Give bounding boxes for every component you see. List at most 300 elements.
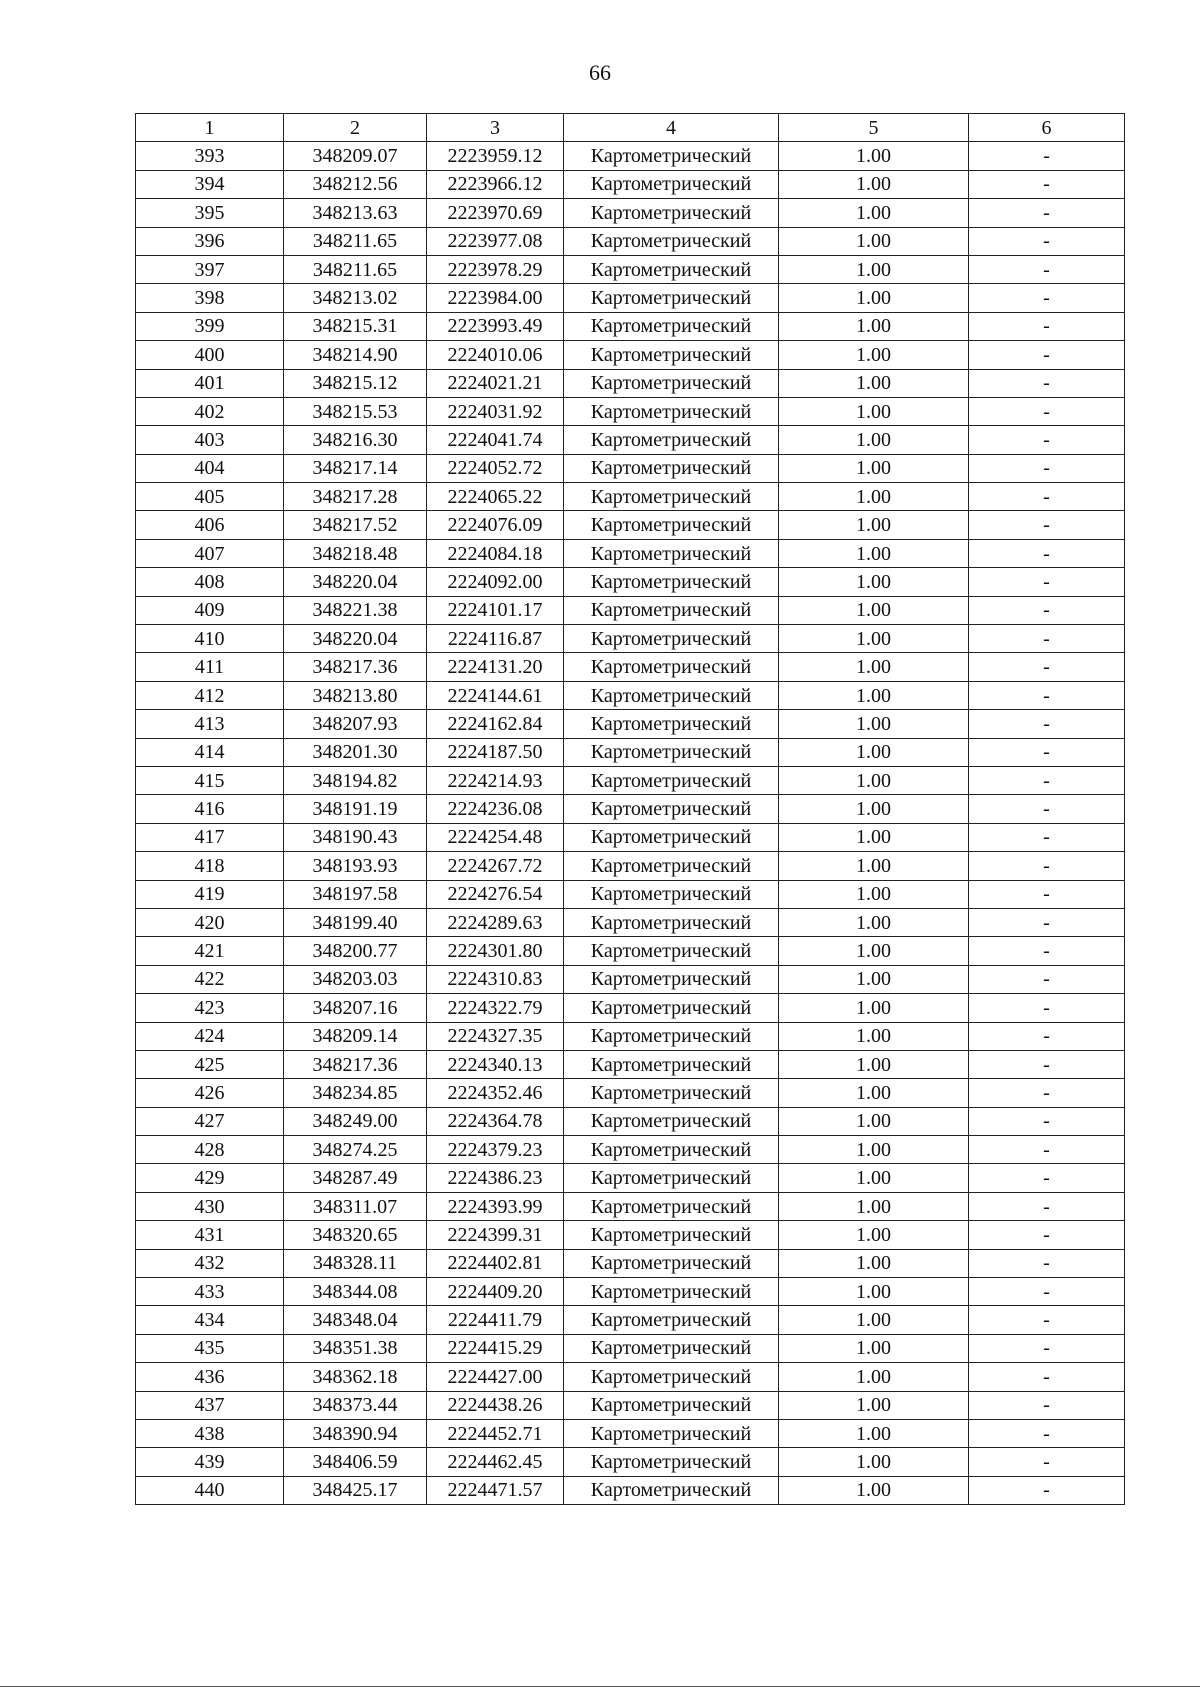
accuracy-cell: 1.00 [779, 1419, 969, 1447]
accuracy-cell: 1.00 [779, 1136, 969, 1164]
y-coordinate-cell: 2223993.49 [427, 312, 564, 340]
accuracy-cell: 1.00 [779, 369, 969, 397]
table-row [136, 199, 1125, 227]
y-coordinate-cell: 2223970.69 [427, 199, 564, 227]
x-coordinate-cell: 348207.93 [284, 710, 427, 738]
point-number-cell: 428 [136, 1136, 284, 1164]
note-cell: - [969, 1306, 1125, 1334]
table-row [136, 1050, 1125, 1078]
y-coordinate-cell: 2224131.20 [427, 653, 564, 681]
x-coordinate-cell: 348213.80 [284, 681, 427, 709]
point-number-cell: 440 [136, 1476, 284, 1504]
y-coordinate-cell: 2223984.00 [427, 284, 564, 312]
x-coordinate-cell: 348194.82 [284, 766, 427, 794]
point-number-cell: 433 [136, 1278, 284, 1306]
point-number-cell: 404 [136, 454, 284, 482]
note-cell: - [969, 1107, 1125, 1135]
accuracy-cell: 1.00 [779, 426, 969, 454]
note-cell: - [969, 738, 1125, 766]
method-cell: Картометрический [564, 454, 779, 482]
note-cell: - [969, 369, 1125, 397]
x-coordinate-cell: 348390.94 [284, 1419, 427, 1447]
y-coordinate-cell: 2223959.12 [427, 142, 564, 170]
point-number-cell: 431 [136, 1221, 284, 1249]
point-number-cell: 398 [136, 284, 284, 312]
coordinates-table [135, 113, 1125, 1505]
note-cell: - [969, 965, 1125, 993]
method-cell: Картометрический [564, 653, 779, 681]
note-cell: - [969, 1136, 1125, 1164]
point-number-cell: 416 [136, 795, 284, 823]
y-coordinate-cell: 2223966.12 [427, 170, 564, 198]
x-coordinate-cell: 348207.16 [284, 994, 427, 1022]
point-number-cell: 411 [136, 653, 284, 681]
x-coordinate-cell: 348328.11 [284, 1249, 427, 1277]
x-coordinate-cell: 348191.19 [284, 795, 427, 823]
method-cell: Картометрический [564, 766, 779, 794]
method-cell: Картометрический [564, 1249, 779, 1277]
accuracy-cell: 1.00 [779, 284, 969, 312]
accuracy-cell: 1.00 [779, 1476, 969, 1504]
y-coordinate-cell: 2224462.45 [427, 1448, 564, 1476]
x-coordinate-cell: 348320.65 [284, 1221, 427, 1249]
y-coordinate-cell: 2224187.50 [427, 738, 564, 766]
method-cell: Картометрический [564, 1448, 779, 1476]
x-coordinate-cell: 348209.07 [284, 142, 427, 170]
y-coordinate-cell: 2224310.83 [427, 965, 564, 993]
table-row [136, 681, 1125, 709]
table-row [136, 312, 1125, 340]
accuracy-cell: 1.00 [779, 681, 969, 709]
method-cell: Картометрический [564, 1306, 779, 1334]
x-coordinate-cell: 348217.36 [284, 653, 427, 681]
accuracy-cell: 1.00 [779, 1448, 969, 1476]
table-row [136, 142, 1125, 170]
column-header: 5 [779, 114, 969, 142]
point-number-cell: 401 [136, 369, 284, 397]
note-cell: - [969, 795, 1125, 823]
x-coordinate-cell: 348200.77 [284, 937, 427, 965]
method-cell: Картометрический [564, 1107, 779, 1135]
point-number-cell: 399 [136, 312, 284, 340]
point-number-cell: 412 [136, 681, 284, 709]
table-row [136, 1419, 1125, 1447]
accuracy-cell: 1.00 [779, 1391, 969, 1419]
point-number-cell: 414 [136, 738, 284, 766]
point-number-cell: 417 [136, 823, 284, 851]
method-cell: Картометрический [564, 426, 779, 454]
method-cell: Картометрический [564, 1391, 779, 1419]
point-number-cell: 419 [136, 880, 284, 908]
point-number-cell: 394 [136, 170, 284, 198]
method-cell: Картометрический [564, 1022, 779, 1050]
accuracy-cell: 1.00 [779, 142, 969, 170]
method-cell: Картометрический [564, 738, 779, 766]
accuracy-cell: 1.00 [779, 653, 969, 681]
y-coordinate-cell: 2224052.72 [427, 454, 564, 482]
accuracy-cell: 1.00 [779, 483, 969, 511]
accuracy-cell: 1.00 [779, 738, 969, 766]
method-cell: Картометрический [564, 823, 779, 851]
x-coordinate-cell: 348197.58 [284, 880, 427, 908]
column-header: 2 [284, 114, 427, 142]
accuracy-cell: 1.00 [779, 596, 969, 624]
y-coordinate-cell: 2224289.63 [427, 908, 564, 936]
method-cell: Картометрический [564, 1476, 779, 1504]
note-cell: - [969, 1334, 1125, 1362]
accuracy-cell: 1.00 [779, 1107, 969, 1135]
table-row [136, 227, 1125, 255]
x-coordinate-cell: 348216.30 [284, 426, 427, 454]
method-cell: Картометрический [564, 511, 779, 539]
x-coordinate-cell: 348211.65 [284, 227, 427, 255]
method-cell: Картометрический [564, 483, 779, 511]
accuracy-cell: 1.00 [779, 1278, 969, 1306]
note-cell: - [969, 426, 1125, 454]
accuracy-cell: 1.00 [779, 312, 969, 340]
table-row [136, 795, 1125, 823]
accuracy-cell: 1.00 [779, 1306, 969, 1334]
method-cell: Картометрический [564, 625, 779, 653]
note-cell: - [969, 1050, 1125, 1078]
x-coordinate-cell: 348217.36 [284, 1050, 427, 1078]
note-cell: - [969, 596, 1125, 624]
accuracy-cell: 1.00 [779, 511, 969, 539]
note-cell: - [969, 312, 1125, 340]
accuracy-cell: 1.00 [779, 795, 969, 823]
y-coordinate-cell: 2224352.46 [427, 1079, 564, 1107]
note-cell: - [969, 539, 1125, 567]
y-coordinate-cell: 2224301.80 [427, 937, 564, 965]
method-cell: Картометрический [564, 965, 779, 993]
method-cell: Картометрический [564, 994, 779, 1022]
table-row [136, 1164, 1125, 1192]
point-number-cell: 397 [136, 255, 284, 283]
table-row [136, 596, 1125, 624]
x-coordinate-cell: 348190.43 [284, 823, 427, 851]
point-number-cell: 421 [136, 937, 284, 965]
x-coordinate-cell: 348214.90 [284, 341, 427, 369]
x-coordinate-cell: 348249.00 [284, 1107, 427, 1135]
point-number-cell: 406 [136, 511, 284, 539]
accuracy-cell: 1.00 [779, 908, 969, 936]
table-row [136, 823, 1125, 851]
table-row [136, 1363, 1125, 1391]
point-number-cell: 409 [136, 596, 284, 624]
table-row [136, 1136, 1125, 1164]
note-cell: - [969, 511, 1125, 539]
point-number-cell: 422 [136, 965, 284, 993]
x-coordinate-cell: 348209.14 [284, 1022, 427, 1050]
y-coordinate-cell: 2224065.22 [427, 483, 564, 511]
y-coordinate-cell: 2224236.08 [427, 795, 564, 823]
table-row [136, 1476, 1125, 1504]
x-coordinate-cell: 348215.12 [284, 369, 427, 397]
x-coordinate-cell: 348220.04 [284, 568, 427, 596]
point-number-cell: 434 [136, 1306, 284, 1334]
point-number-cell: 423 [136, 994, 284, 1022]
method-cell: Картометрический [564, 596, 779, 624]
point-number-cell: 427 [136, 1107, 284, 1135]
method-cell: Картометрический [564, 397, 779, 425]
table-row [136, 937, 1125, 965]
table-row [136, 170, 1125, 198]
accuracy-cell: 1.00 [779, 1192, 969, 1220]
accuracy-cell: 1.00 [779, 1050, 969, 1078]
y-coordinate-cell: 2224393.99 [427, 1192, 564, 1220]
method-cell: Картометрический [564, 568, 779, 596]
method-cell: Картометрический [564, 681, 779, 709]
table-row [136, 1391, 1125, 1419]
method-cell: Картометрический [564, 284, 779, 312]
accuracy-cell: 1.00 [779, 1249, 969, 1277]
y-coordinate-cell: 2224021.21 [427, 369, 564, 397]
table-row [136, 341, 1125, 369]
y-coordinate-cell: 2224214.93 [427, 766, 564, 794]
accuracy-cell: 1.00 [779, 625, 969, 653]
accuracy-cell: 1.00 [779, 766, 969, 794]
point-number-cell: 403 [136, 426, 284, 454]
x-coordinate-cell: 348193.93 [284, 852, 427, 880]
table-row [136, 1022, 1125, 1050]
point-number-cell: 426 [136, 1079, 284, 1107]
note-cell: - [969, 341, 1125, 369]
y-coordinate-cell: 2224076.09 [427, 511, 564, 539]
accuracy-cell: 1.00 [779, 539, 969, 567]
x-coordinate-cell: 348220.04 [284, 625, 427, 653]
note-cell: - [969, 1164, 1125, 1192]
note-cell: - [969, 766, 1125, 794]
method-cell: Картометрический [564, 227, 779, 255]
table-row [136, 1249, 1125, 1277]
y-coordinate-cell: 2224144.61 [427, 681, 564, 709]
y-coordinate-cell: 2224116.87 [427, 625, 564, 653]
point-number-cell: 396 [136, 227, 284, 255]
x-coordinate-cell: 348217.28 [284, 483, 427, 511]
table-row [136, 852, 1125, 880]
point-number-cell: 415 [136, 766, 284, 794]
note-cell: - [969, 170, 1125, 198]
point-number-cell: 437 [136, 1391, 284, 1419]
table-row [136, 284, 1125, 312]
y-coordinate-cell: 2224399.31 [427, 1221, 564, 1249]
table-row [136, 908, 1125, 936]
note-cell: - [969, 653, 1125, 681]
method-cell: Картометрический [564, 908, 779, 936]
table-header-row [136, 114, 1125, 142]
table-row [136, 965, 1125, 993]
method-cell: Картометрический [564, 937, 779, 965]
y-coordinate-cell: 2224084.18 [427, 539, 564, 567]
note-cell: - [969, 1448, 1125, 1476]
x-coordinate-cell: 348217.14 [284, 454, 427, 482]
y-coordinate-cell: 2224327.35 [427, 1022, 564, 1050]
note-cell: - [969, 823, 1125, 851]
y-coordinate-cell: 2224427.00 [427, 1363, 564, 1391]
method-cell: Картометрический [564, 1164, 779, 1192]
table-row [136, 454, 1125, 482]
table-body [136, 142, 1125, 1505]
y-coordinate-cell: 2224415.29 [427, 1334, 564, 1362]
method-cell: Картометрический [564, 255, 779, 283]
x-coordinate-cell: 348274.25 [284, 1136, 427, 1164]
table-row [136, 738, 1125, 766]
accuracy-cell: 1.00 [779, 1022, 969, 1050]
note-cell: - [969, 1221, 1125, 1249]
table-row [136, 1221, 1125, 1249]
table-row [136, 710, 1125, 738]
y-coordinate-cell: 2224386.23 [427, 1164, 564, 1192]
x-coordinate-cell: 348311.07 [284, 1192, 427, 1220]
x-coordinate-cell: 348203.03 [284, 965, 427, 993]
method-cell: Картометрический [564, 1278, 779, 1306]
accuracy-cell: 1.00 [779, 1079, 969, 1107]
y-coordinate-cell: 2224322.79 [427, 994, 564, 1022]
y-coordinate-cell: 2224010.06 [427, 341, 564, 369]
x-coordinate-cell: 348199.40 [284, 908, 427, 936]
table-row [136, 625, 1125, 653]
method-cell: Картометрический [564, 1136, 779, 1164]
point-number-cell: 425 [136, 1050, 284, 1078]
accuracy-cell: 1.00 [779, 341, 969, 369]
accuracy-cell: 1.00 [779, 255, 969, 283]
page-bottom-edge [0, 1686, 1200, 1687]
method-cell: Картометрический [564, 1079, 779, 1107]
table-row [136, 1306, 1125, 1334]
point-number-cell: 408 [136, 568, 284, 596]
x-coordinate-cell: 348351.38 [284, 1334, 427, 1362]
method-cell: Картометрический [564, 1334, 779, 1362]
y-coordinate-cell: 2223978.29 [427, 255, 564, 283]
method-cell: Картометрический [564, 1050, 779, 1078]
note-cell: - [969, 994, 1125, 1022]
method-cell: Картометрический [564, 880, 779, 908]
accuracy-cell: 1.00 [779, 965, 969, 993]
x-coordinate-cell: 348218.48 [284, 539, 427, 567]
note-cell: - [969, 1419, 1125, 1447]
y-coordinate-cell: 2224411.79 [427, 1306, 564, 1334]
point-number-cell: 438 [136, 1419, 284, 1447]
method-cell: Картометрический [564, 369, 779, 397]
note-cell: - [969, 1391, 1125, 1419]
point-number-cell: 393 [136, 142, 284, 170]
y-coordinate-cell: 2224267.72 [427, 852, 564, 880]
x-coordinate-cell: 348211.65 [284, 255, 427, 283]
accuracy-cell: 1.00 [779, 994, 969, 1022]
note-cell: - [969, 710, 1125, 738]
y-coordinate-cell: 2224364.78 [427, 1107, 564, 1135]
x-coordinate-cell: 348212.56 [284, 170, 427, 198]
x-coordinate-cell: 348201.30 [284, 738, 427, 766]
note-cell: - [969, 227, 1125, 255]
x-coordinate-cell: 348373.44 [284, 1391, 427, 1419]
y-coordinate-cell: 2224452.71 [427, 1419, 564, 1447]
point-number-cell: 395 [136, 199, 284, 227]
method-cell: Картометрический [564, 142, 779, 170]
method-cell: Картометрический [564, 1221, 779, 1249]
note-cell: - [969, 880, 1125, 908]
point-number-cell: 439 [136, 1448, 284, 1476]
note-cell: - [969, 199, 1125, 227]
point-number-cell: 413 [136, 710, 284, 738]
note-cell: - [969, 681, 1125, 709]
point-number-cell: 435 [136, 1334, 284, 1362]
method-cell: Картометрический [564, 199, 779, 227]
x-coordinate-cell: 348221.38 [284, 596, 427, 624]
point-number-cell: 432 [136, 1249, 284, 1277]
x-coordinate-cell: 348287.49 [284, 1164, 427, 1192]
method-cell: Картометрический [564, 312, 779, 340]
point-number-cell: 430 [136, 1192, 284, 1220]
table-row [136, 1448, 1125, 1476]
table-row [136, 568, 1125, 596]
point-number-cell: 407 [136, 539, 284, 567]
y-coordinate-cell: 2224438.26 [427, 1391, 564, 1419]
y-coordinate-cell: 2224471.57 [427, 1476, 564, 1504]
method-cell: Картометрический [564, 1192, 779, 1220]
table-row [136, 483, 1125, 511]
table-row [136, 994, 1125, 1022]
note-cell: - [969, 1022, 1125, 1050]
point-number-cell: 436 [136, 1363, 284, 1391]
column-header: 4 [564, 114, 779, 142]
method-cell: Картометрический [564, 710, 779, 738]
note-cell: - [969, 1249, 1125, 1277]
table-row [136, 539, 1125, 567]
note-cell: - [969, 568, 1125, 596]
accuracy-cell: 1.00 [779, 1363, 969, 1391]
point-number-cell: 420 [136, 908, 284, 936]
point-number-cell: 400 [136, 341, 284, 369]
column-header: 3 [427, 114, 564, 142]
point-number-cell: 402 [136, 397, 284, 425]
accuracy-cell: 1.00 [779, 852, 969, 880]
point-number-cell: 418 [136, 852, 284, 880]
note-cell: - [969, 1278, 1125, 1306]
point-number-cell: 429 [136, 1164, 284, 1192]
note-cell: - [969, 937, 1125, 965]
method-cell: Картометрический [564, 1363, 779, 1391]
table-row [136, 511, 1125, 539]
table-row [136, 880, 1125, 908]
x-coordinate-cell: 348215.53 [284, 397, 427, 425]
accuracy-cell: 1.00 [779, 1221, 969, 1249]
table-row [136, 653, 1125, 681]
x-coordinate-cell: 348234.85 [284, 1079, 427, 1107]
column-header: 1 [136, 114, 284, 142]
note-cell: - [969, 625, 1125, 653]
x-coordinate-cell: 348425.17 [284, 1476, 427, 1504]
y-coordinate-cell: 2224379.23 [427, 1136, 564, 1164]
y-coordinate-cell: 2224254.48 [427, 823, 564, 851]
column-header: 6 [969, 114, 1125, 142]
x-coordinate-cell: 348215.31 [284, 312, 427, 340]
y-coordinate-cell: 2224092.00 [427, 568, 564, 596]
accuracy-cell: 1.00 [779, 880, 969, 908]
accuracy-cell: 1.00 [779, 1334, 969, 1362]
table-row [136, 1079, 1125, 1107]
x-coordinate-cell: 348362.18 [284, 1363, 427, 1391]
accuracy-cell: 1.00 [779, 710, 969, 738]
accuracy-cell: 1.00 [779, 937, 969, 965]
x-coordinate-cell: 348213.02 [284, 284, 427, 312]
page-number: 66 [589, 60, 611, 85]
note-cell: - [969, 397, 1125, 425]
accuracy-cell: 1.00 [779, 170, 969, 198]
accuracy-cell: 1.00 [779, 823, 969, 851]
accuracy-cell: 1.00 [779, 397, 969, 425]
y-coordinate-cell: 2224409.20 [427, 1278, 564, 1306]
